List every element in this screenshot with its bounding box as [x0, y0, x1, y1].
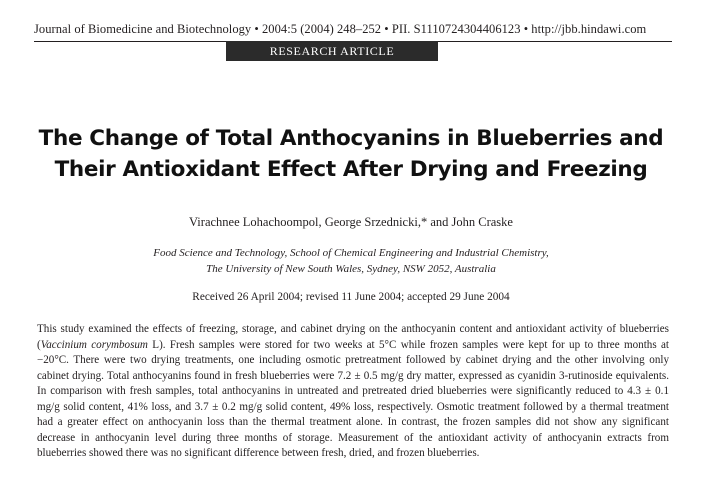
article-type-banner: [226, 41, 438, 61]
article-title: [20, 123, 682, 185]
journal-header: Journal of Biomedicine and Biotechnology • 2004:5 (2004) 248–252 • PII. S1110724304406123 • http://jbb.hindawi.com: [34, 22, 647, 36]
article-type-label: RESEARCH ARTICLE: [269, 43, 395, 58]
abstract-text-part-2: L). Fresh samples were stored for two weeks at 5°C while frozen samples were kept for up to three months at −20°C. There were two drying treatments, one including osmotic pretreatment followed by cabinet drying and the other involving only cabinet drying. Total anthocyanins found in fresh blueberries were 7.2 ± 0.5 mg/g dry matter, expressed as cyanidin 3-rutinoside equivalents. In comparison with fresh samples, total anthocyanins in untreated and pretreated dried blueberries were significantly reduced to 4.3 ± 0.1 mg/g solid content, 41% loss, and 3.7 ± 0.2 mg/g solid content, 49% loss, respectively. Osmotic treatment followed by a thermal treatment had a greater effect on anthocyanin loss than the thermal treatment alone. In contrast, the frozen samples did not show any significant decrease in anthocyanin level during three months of storage. Measurement of the antioxidant activity of anthocyanin extracts from blueberries showed there was no significant difference between fresh, dried, and frozen blueberries.: [37, 338, 669, 460]
affiliation: [0, 245, 702, 277]
author-list: Virachnee Lohachoompol, George Srzednicki,* and John Craske: [189, 215, 513, 229]
submission-dates: Received 26 April 2004; revised 11 June 2004; accepted 29 June 2004: [192, 291, 510, 303]
title-line-1: The Change of Total Anthocyanins in Blueberries and: [38, 126, 664, 151]
affiliation-line-2: The University of New South Wales, Sydney, NSW 2052, Australia: [206, 263, 496, 275]
species-name: Vaccinium corymbosum: [40, 338, 148, 351]
abstract-text-part-1: This study examined the effects of freezing, storage, and cabinet drying on the anthocyanin content and antioxidant activity of blueberries (: [37, 323, 669, 351]
affiliation-line-1: Food Science and Technology, School of Chemical Engineering and Industrial Chemistry,: [153, 247, 549, 259]
title-line-2: Their Antioxidant Effect After Drying and Freezing: [54, 157, 648, 182]
abstract: [37, 322, 669, 462]
